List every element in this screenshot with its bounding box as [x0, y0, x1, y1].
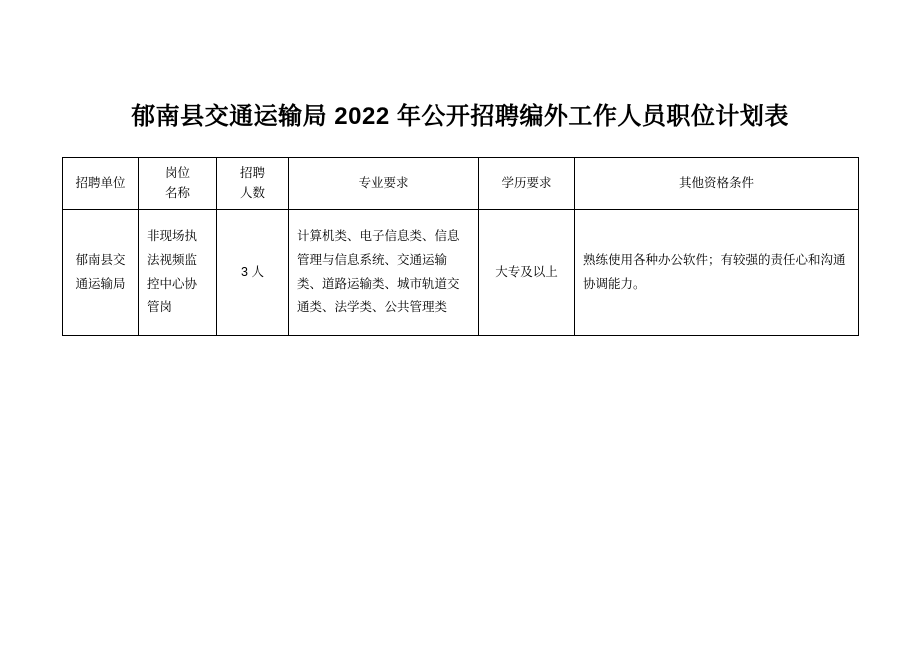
- column-header-count-line2: 人数: [239, 185, 265, 200]
- column-header-major: 专业要求: [289, 158, 479, 210]
- recruitment-plan-table: [62, 157, 859, 336]
- column-header-count-line1: 招聘: [239, 166, 265, 181]
- cell-count: 3 人: [217, 210, 289, 336]
- cell-other-conditions: 熟练使用各种办公软件；有较强的责任心和沟通协调能力。: [575, 210, 859, 336]
- table-header: [63, 158, 859, 210]
- table-row: [63, 210, 859, 336]
- cell-post: 非现场执法视频监控中心协管岗: [139, 210, 217, 336]
- cell-education: 大专及以上: [479, 210, 575, 336]
- cell-major: 计算机类、电子信息类、信息管理与信息系统、交通运输类、道路运输类、城市轨道交通类、法学类、公共管理类: [289, 210, 479, 336]
- page-title: 郁南县交通运输局 2022 年公开招聘编外工作人员职位计划表: [131, 103, 789, 130]
- column-header-post-line1: 岗位: [164, 166, 190, 181]
- column-header-education: 学历要求: [479, 158, 575, 210]
- cell-unit: 郁南县交通运输局: [63, 210, 139, 336]
- column-header-other: 其他资格条件: [575, 158, 859, 210]
- table-body: [63, 210, 859, 336]
- column-header-unit: 招聘单位: [63, 158, 139, 210]
- table-header-row: [63, 158, 859, 210]
- column-header-post: [139, 158, 217, 210]
- column-header-count: [217, 158, 289, 210]
- recruitment-plan-table-wrapper: [62, 157, 858, 336]
- column-header-post-line2: 名称: [164, 185, 190, 200]
